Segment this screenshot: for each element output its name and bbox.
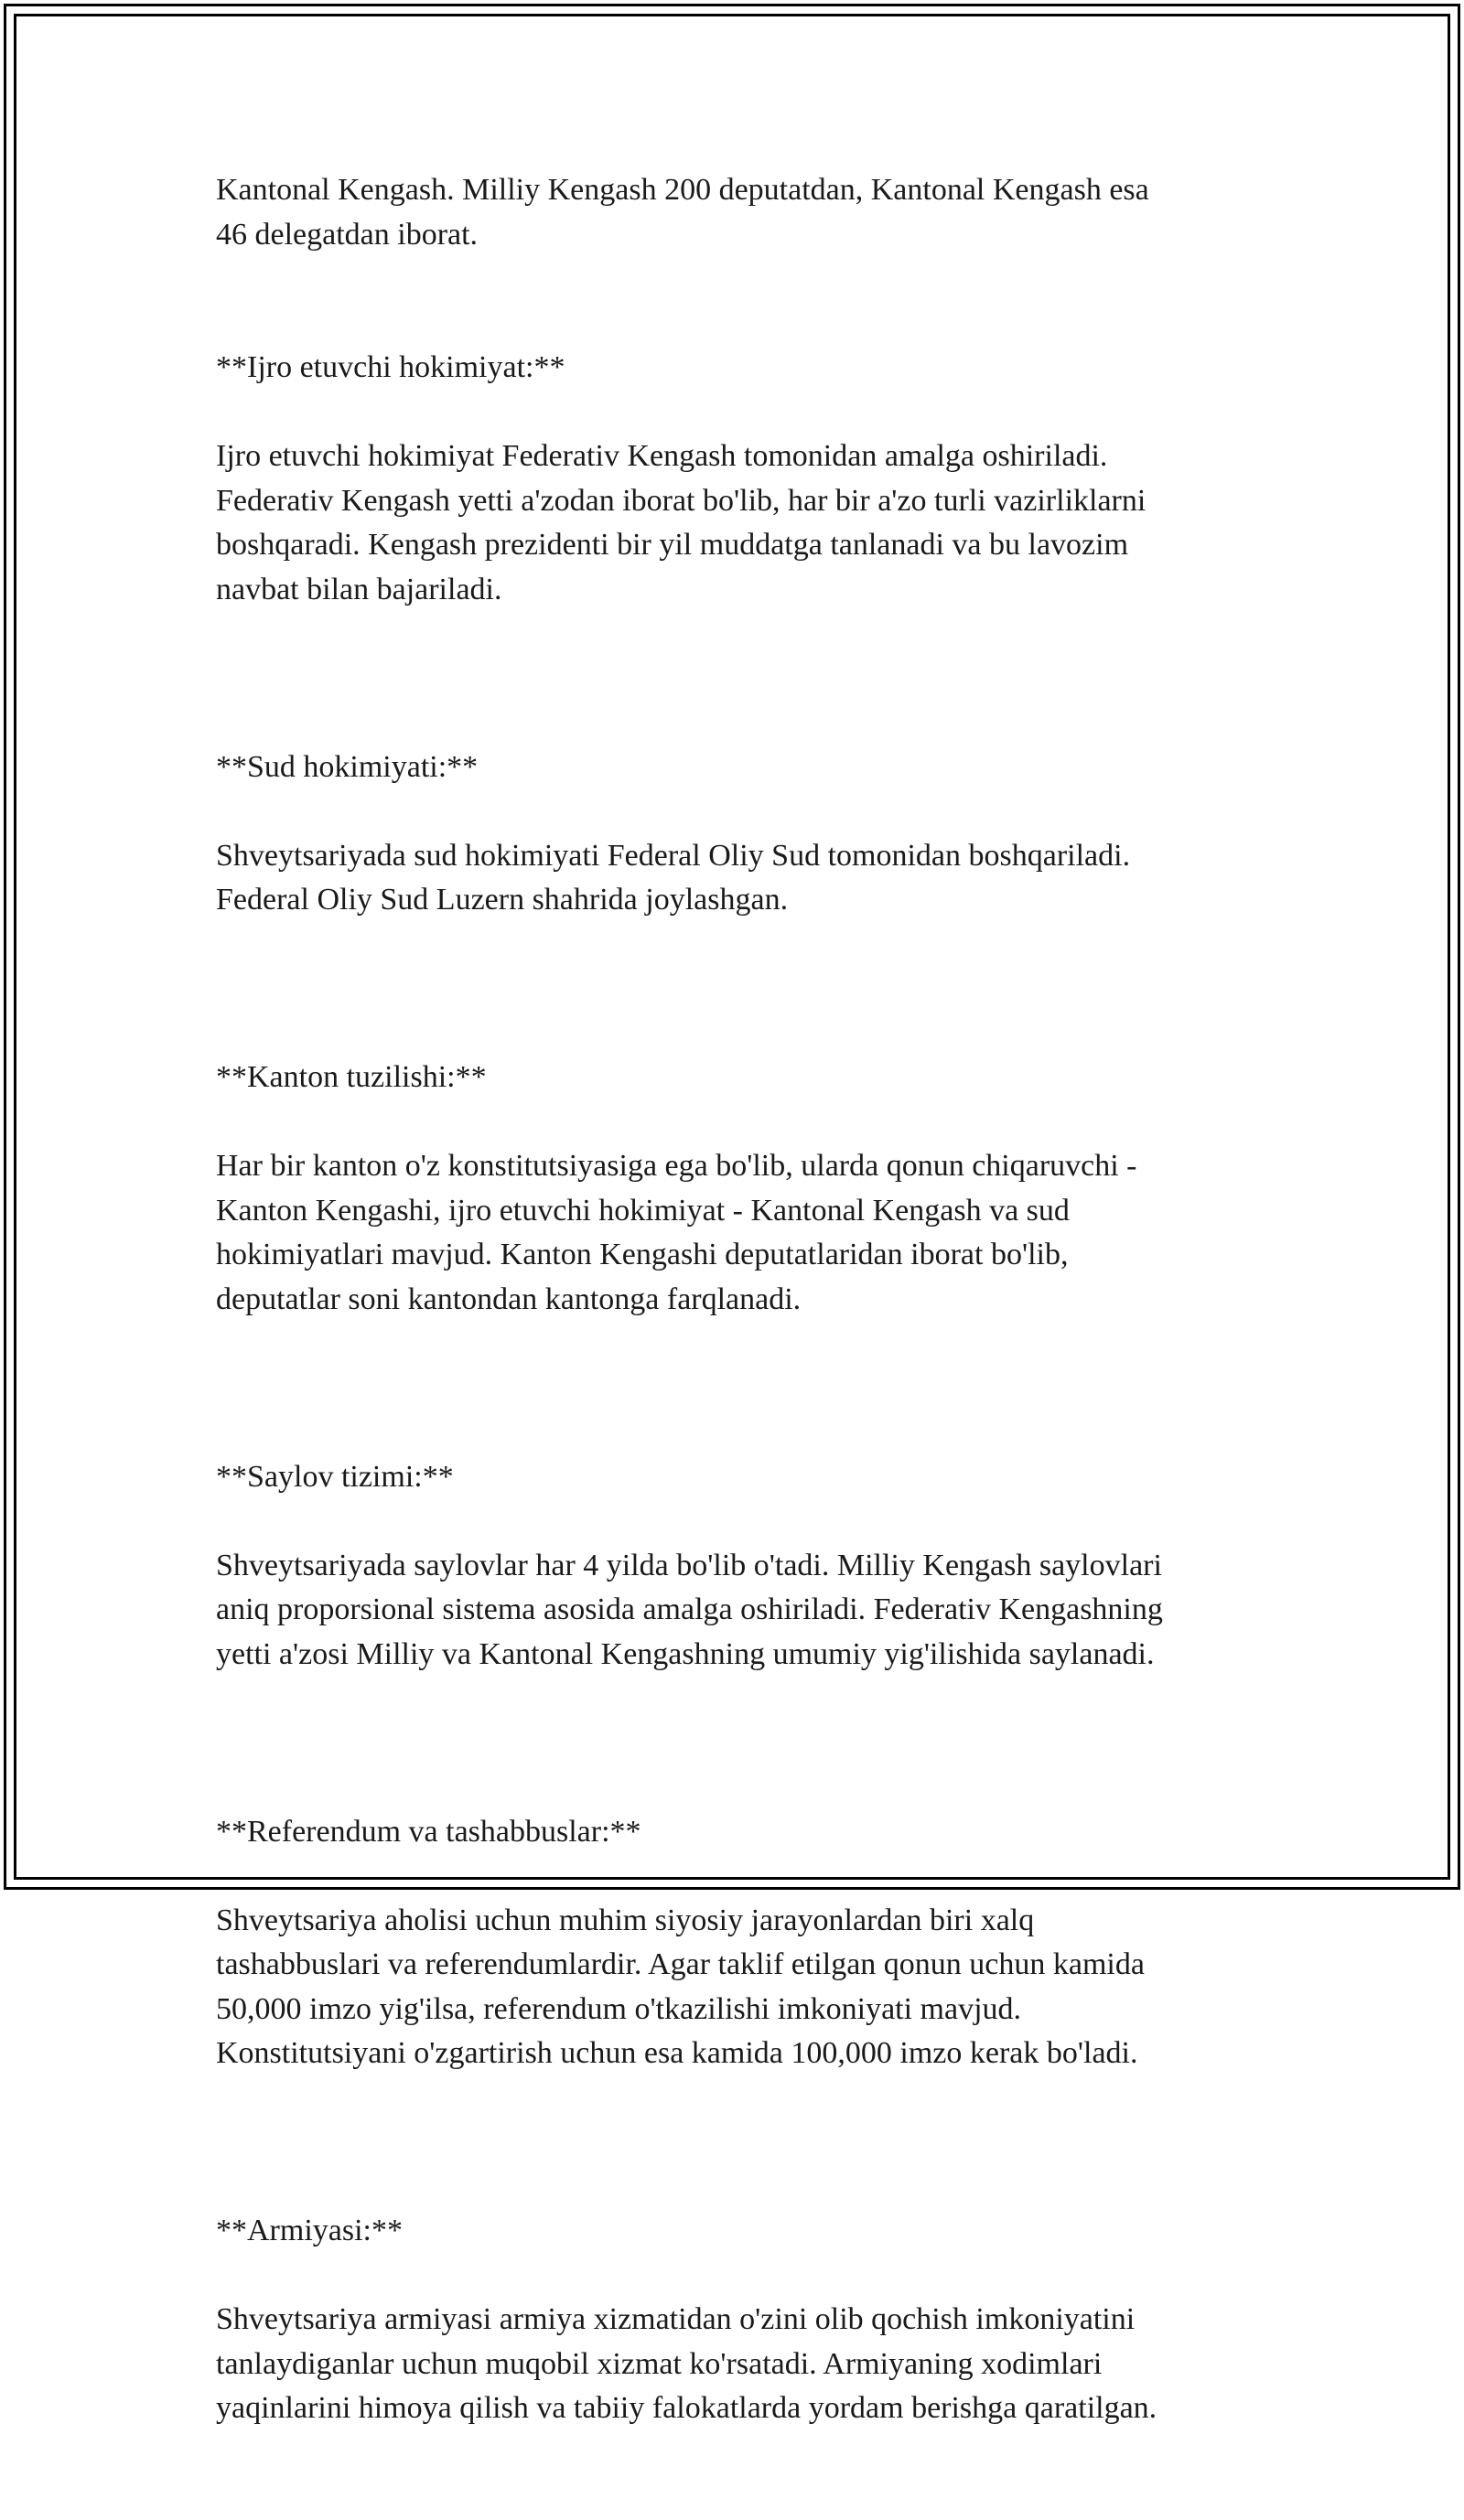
document-content [216, 168, 1277, 2520]
section-heading: **Saylov tizimi:** [216, 1459, 454, 1494]
section-body: Shveytsariya aholisi uchun muhim siyosiy jarayonlardan biri xalq tashabbuslari va referendumlardir. Agar taklif etilgan qonun uchun kamida 50,000 imzo yig'ilsa, referendum o'tkazilishi imkoniyati mavjud. Konstitutsiyani o'zgartirish uchun esa kamida 100,000 imzo kerak bo'ladi. [216, 1903, 1145, 2070]
section-judicial [216, 701, 1277, 967]
section-referendum [216, 1765, 1277, 2120]
section-body: Shveytsariyada saylovlar har 4 yilda bo'lib o'tadi. Milliy Kengash saylovlari aniq proporsional sistema asosida amalga oshiriladi. Federativ Kengashning yetti a'zosi Milliy va Kantonal Kengashning umumiy yig'ilishida saylanadi. [216, 1548, 1163, 1671]
section-body: Shveytsariyada sud hokimiyati Federal Oliy Sud tomonidan boshqariladi. Federal Oliy Sud Luzern shahrida joylashgan. [216, 838, 1131, 917]
section-executive [216, 302, 1277, 657]
section-election-system [216, 1410, 1277, 1721]
intro-paragraph: Kantonal Kengash. Milliy Kengash 200 deputatdan, Kantonal Kengash esa 46 delegatdan iborat. [216, 173, 1149, 252]
section-body: Shveytsariya armiyasi armiya xizmatidan o'zini olib qochish imkoniyatini tanlaydiganlar uchun muqobil xizmat ko'rsatadi. Armiyaning xodimlari yaqinlarini himoya qilish va tabiiy falokatlarda yordam berishga qaratilgan. [216, 2302, 1157, 2425]
section-heading: **Kanton tuzilishi:** [216, 1060, 487, 1094]
section-heading: **Referendum va tashabbuslar:** [216, 1814, 641, 1849]
section-heading: **Armiyasi:** [216, 2214, 403, 2247]
section-army [216, 2165, 1277, 2476]
section-canton-structure [216, 1012, 1277, 1367]
section-heading: **Ijro etuvchi hokimiyat:** [216, 350, 565, 384]
section-body: Har bir kanton o'z konstitutsiyasiga ega bo'lib, ularda qonun chiqaruvchi - Kanton Kengashi, ijro etuvchi hokimiyat - Kantonal Kengash va sud hokimiyatlari mavjud. Kanton Kengashi deputatlaridan iborat bo'lib, deputatlar soni kantondan kantonga farqlanadi. [216, 1149, 1137, 1316]
section-body: Ijro etuvchi hokimiyat Federativ Kengash tomonidan amalga oshiriladi. Federativ Kengash yetti a'zodan iborat bo'lib, har bir a'zo turli vazirliklarni boshqaradi. Kengash prezidenti bir yil muddatga tanlanadi va bu lavozim navbat bilan bajariladi. [216, 439, 1146, 606]
section-heading: **Sud hokimiyati:** [216, 749, 479, 784]
